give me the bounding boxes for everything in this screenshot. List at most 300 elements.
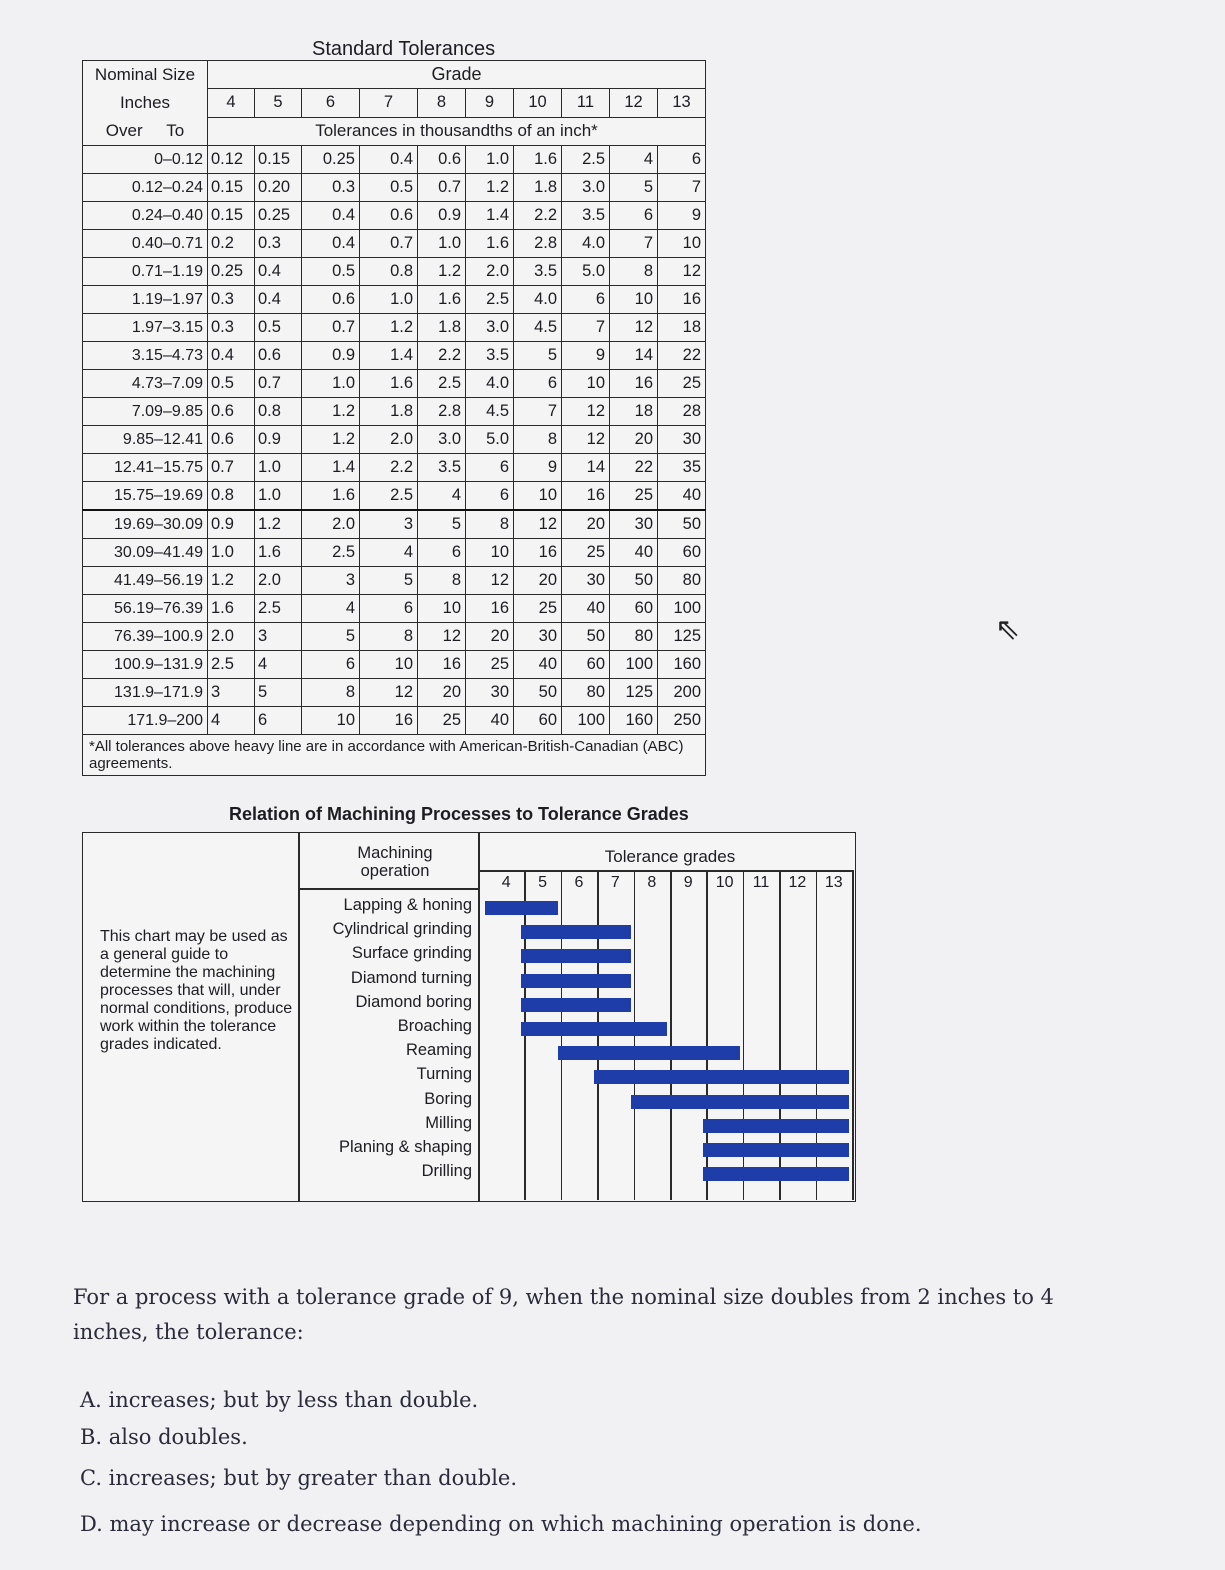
tolerance-cell: 8: [418, 567, 466, 595]
tolerance-cell: 0.9: [418, 202, 466, 230]
tolerance-cell: 5: [302, 623, 360, 651]
grade-7-column-label: 7: [610, 874, 620, 891]
table-row: [83, 398, 706, 426]
tolerance-cell: 1.2: [208, 567, 255, 595]
nominal-size-cell: 56.19–76.39: [83, 595, 208, 623]
choice-d[interactable]: D. may increase or decrease depending on which machining operation is done.: [80, 1512, 922, 1536]
tolerance-cell: 18: [658, 314, 706, 342]
tolerance-cell: 4.0: [562, 230, 610, 258]
tolerance-cell: 3: [255, 623, 302, 651]
nominal-size-cell: 19.69–30.09: [83, 510, 208, 539]
tolerance-cell: 7: [514, 398, 562, 426]
table-row: [83, 258, 706, 286]
tolerance-cell: 1.2: [302, 426, 360, 454]
tolerance-cell: 200: [658, 679, 706, 707]
tolerance-cell: 10: [658, 230, 706, 258]
tolerance-cell: 40: [610, 539, 658, 567]
tolerance-cell: 4: [610, 146, 658, 174]
grade-6-column-label: 6: [574, 874, 584, 891]
tolerance-cell: 1.0: [255, 482, 302, 511]
grade-12-header: 12: [610, 89, 658, 117]
tolerance-cell: 25: [562, 539, 610, 567]
tolerance-cell: 5: [418, 510, 466, 539]
tolerance-cell: 10: [466, 539, 514, 567]
tolerance-cell: 1.2: [255, 510, 302, 539]
tolerance-cell: 4: [418, 482, 466, 511]
tolerance-cell: 2.8: [514, 230, 562, 258]
inches-label: Inches: [119, 93, 171, 112]
table-row: [83, 510, 706, 539]
grade-9-header: 9: [466, 89, 514, 117]
tolerance-cell: 0.15: [208, 202, 255, 230]
table-row: [83, 146, 706, 174]
table-row: [83, 370, 706, 398]
tolerance-cell: 0.3: [208, 286, 255, 314]
operation-label: Lapping & honing: [343, 896, 472, 914]
machining-operation-header: Machining operation: [357, 844, 433, 880]
tolerance-cell: 0.6: [360, 202, 418, 230]
tolerance-cell: 2.5: [302, 539, 360, 567]
tolerance-cell: 60: [562, 651, 610, 679]
tolerance-cell: 50: [562, 623, 610, 651]
tolerance-cell: 0.25: [208, 258, 255, 286]
tolerance-cell: 160: [610, 707, 658, 735]
tolerance-cell: 10: [418, 595, 466, 623]
tolerance-cell: 60: [610, 595, 658, 623]
grade-10-header: 10: [514, 89, 562, 117]
tolerance-cell: 2.5: [208, 651, 255, 679]
tolerance-cell: 9: [658, 202, 706, 230]
tolerance-cell: 1.8: [360, 398, 418, 426]
operation-label: Surface grinding: [351, 944, 472, 963]
tolerance-cell: 0.4: [255, 258, 302, 286]
tolerance-cell: 25: [418, 707, 466, 735]
tolerance-cell: 5: [610, 174, 658, 202]
grade-5-column-label: 5: [538, 874, 548, 891]
table-row: [83, 202, 706, 230]
process-chart-note: This chart may be used as a general guide to determine the machining processes that will, under normal conditions, produce work within the tolerance grades indicated.: [100, 928, 293, 1053]
tolerance-cell: 1.2: [466, 174, 514, 202]
tolerance-cell: 2.0: [360, 426, 418, 454]
operation-label: Cylindrical grinding: [332, 920, 472, 939]
choice-c[interactable]: C. increases; but by greater than double.: [80, 1466, 518, 1490]
nominal-size-cell: 0.12–0.24: [83, 174, 208, 202]
grade-10-column-label: 10: [715, 874, 734, 891]
tolerance-cell: 0.7: [208, 454, 255, 482]
tolerance-cell: 0.4: [255, 286, 302, 314]
tolerance-cell: 0.6: [255, 342, 302, 370]
tolerance-cell: 3.0: [466, 314, 514, 342]
tolerance-cell: 20: [610, 426, 658, 454]
tolerance-cell: 18: [610, 398, 658, 426]
tolerance-cell: 22: [658, 342, 706, 370]
tolerance-cell: 0.2: [208, 230, 255, 258]
table-row: [83, 342, 706, 370]
nominal-size-cell: 171.9–200: [83, 707, 208, 735]
over-to-label: Over To: [105, 121, 185, 140]
table-row: [83, 539, 706, 567]
table-row: [83, 426, 706, 454]
tolerance-cell: 1.4: [302, 454, 360, 482]
tolerance-cell: 6: [302, 651, 360, 679]
tolerance-cell: 1.4: [360, 342, 418, 370]
tolerance-cell: 0.25: [255, 202, 302, 230]
tolerance-cell: 6: [418, 539, 466, 567]
tolerance-cell: 80: [658, 567, 706, 595]
grade-13-column-label: 13: [824, 874, 843, 891]
tolerance-cell: 1.6: [514, 146, 562, 174]
operation-label: Diamond boring: [355, 992, 472, 1011]
question-text: For a process with a tolerance grade of 9, when the nominal size doubles from 2 inches to 4 inches, the tolerance:: [73, 1285, 1054, 1344]
tolerance-cell: 0.6: [302, 286, 360, 314]
tolerance-cell: 10: [302, 707, 360, 735]
tolerance-cell: 4: [255, 651, 302, 679]
tolerance-cell: 10: [610, 286, 658, 314]
tolerance-cell: 16: [418, 651, 466, 679]
tolerance-cell: 16: [466, 595, 514, 623]
tolerance-cell: 2.5: [360, 482, 418, 511]
nominal-size-cell: 0.40–0.71: [83, 230, 208, 258]
tolerance-cell: 6: [562, 286, 610, 314]
operation-label: Boring: [424, 1089, 472, 1108]
tolerance-cell: 3: [208, 679, 255, 707]
tolerance-cell: 0.8: [208, 482, 255, 511]
tolerance-cell: 0.9: [255, 426, 302, 454]
table-row: [83, 623, 706, 651]
tolerance-cell: 100: [562, 707, 610, 735]
tolerance-cell: 10: [514, 482, 562, 511]
tolerance-cell: 16: [562, 482, 610, 511]
tolerance-cell: 160: [658, 651, 706, 679]
tolerance-cell: 60: [514, 707, 562, 735]
table-row: [83, 314, 706, 342]
nominal-size-cell: 3.15–4.73: [83, 342, 208, 370]
cursor-icon: ⇖: [995, 613, 1021, 646]
tolerance-cell: 25: [466, 651, 514, 679]
tolerance-cell: 4.0: [466, 370, 514, 398]
tolerance-cell: 3.5: [466, 342, 514, 370]
tolerance-cell: 3.0: [418, 426, 466, 454]
tolerance-cell: 12: [360, 679, 418, 707]
tolerance-cell: 6: [466, 482, 514, 511]
tolerance-cell: 1.0: [302, 370, 360, 398]
tolerance-cell: 22: [610, 454, 658, 482]
tolerance-cell: 6: [466, 454, 514, 482]
tolerance-cell: 2.5: [466, 286, 514, 314]
tolerance-cell: 3.5: [418, 454, 466, 482]
tolerance-cell: 0.7: [302, 314, 360, 342]
tolerance-cell: 20: [418, 679, 466, 707]
tolerance-cell: 0.15: [208, 174, 255, 202]
nominal-size-cell: 4.73–7.09: [83, 370, 208, 398]
standard-tolerances-table: [82, 60, 706, 776]
tolerance-cell: 8: [466, 510, 514, 539]
tolerance-cell: 2.5: [562, 146, 610, 174]
tolerance-cell: 100: [610, 651, 658, 679]
tolerance-cell: 12: [562, 426, 610, 454]
grade-4-column-label: 4: [501, 874, 511, 891]
tolerance-cell: 0.5: [208, 370, 255, 398]
choice-b[interactable]: B. also doubles.: [80, 1425, 248, 1449]
tolerance-cell: 5: [514, 342, 562, 370]
tolerance-cell: 40: [514, 651, 562, 679]
tolerance-cell: 4: [360, 539, 418, 567]
tolerance-cell: 2.0: [255, 567, 302, 595]
table-row: [83, 454, 706, 482]
tolerance-cell: 40: [658, 482, 706, 511]
tolerance-cell: 1.6: [360, 370, 418, 398]
tolerance-cell: 40: [466, 707, 514, 735]
tolerance-cell: 9: [562, 342, 610, 370]
nominal-size-cell: 30.09–41.49: [83, 539, 208, 567]
tolerance-cell: 30: [466, 679, 514, 707]
tolerance-cell: 8: [610, 258, 658, 286]
tolerance-rows: [83, 146, 706, 735]
table-row: [83, 482, 706, 511]
tolerance-cell: 8: [360, 623, 418, 651]
tolerance-cell: 0.4: [360, 146, 418, 174]
tolerance-cell: 12: [562, 398, 610, 426]
operation-label: Turning: [416, 1065, 472, 1084]
tolerance-cell: 1.0: [255, 454, 302, 482]
tolerance-cell: 2.5: [255, 595, 302, 623]
table-row: [83, 707, 706, 735]
tolerance-cell: 30: [514, 623, 562, 651]
tolerance-cell: 1.0: [418, 230, 466, 258]
tolerance-cell: 3.5: [514, 258, 562, 286]
tolerance-cell: 1.8: [418, 314, 466, 342]
tolerance-cell: 0.20: [255, 174, 302, 202]
tolerance-cell: 2.2: [360, 454, 418, 482]
tolerance-cell: 0.7: [255, 370, 302, 398]
tolerance-cell: 25: [610, 482, 658, 511]
tolerance-cell: 3: [360, 510, 418, 539]
nominal-size-cell: 76.39–100.9: [83, 623, 208, 651]
tolerance-cell: 20: [562, 510, 610, 539]
operation-label: Planing & shaping: [338, 1138, 472, 1156]
tolerance-cell: 6: [360, 595, 418, 623]
tolerance-cell: 6: [610, 202, 658, 230]
nominal-size-cell: 100.9–131.9: [83, 651, 208, 679]
operation-label: Diamond turning: [350, 968, 472, 987]
tolerance-cell: 4: [302, 595, 360, 623]
tolerance-grades-header: Tolerance grades: [604, 847, 736, 866]
nominal-size-cell: 1.97–3.15: [83, 314, 208, 342]
nominal-size-header: [83, 61, 208, 146]
tolerance-cell: 80: [610, 623, 658, 651]
grade-7-header: 7: [360, 89, 418, 117]
grade-11-header: 11: [562, 89, 610, 117]
operation-label: Reaming: [405, 1041, 472, 1060]
tolerance-cell: 25: [514, 595, 562, 623]
tolerance-cell: 40: [562, 595, 610, 623]
tolerance-cell: 2.2: [418, 342, 466, 370]
tolerance-cell: 1.0: [208, 539, 255, 567]
tolerance-cell: 0.3: [208, 314, 255, 342]
tolerance-cell: 125: [658, 623, 706, 651]
grade-13-header: 13: [658, 89, 706, 117]
tolerance-cell: 1.4: [466, 202, 514, 230]
tolerance-cell: 16: [360, 707, 418, 735]
tolerance-cell: 16: [514, 539, 562, 567]
operation-label: Drilling: [421, 1162, 472, 1181]
tolerance-cell: 12: [658, 258, 706, 286]
tolerance-cell: 12: [418, 623, 466, 651]
tolerance-cell: 1.2: [360, 314, 418, 342]
tolerance-cell: 6: [514, 370, 562, 398]
table-row: [83, 567, 706, 595]
nominal-size-label: Nominal Size: [94, 65, 196, 84]
tolerance-cell: 12: [514, 510, 562, 539]
tolerance-cell: 5: [360, 567, 418, 595]
tolerance-cell: 1.2: [418, 258, 466, 286]
nominal-size-cell: 7.09–9.85: [83, 398, 208, 426]
grades-header-line: [478, 870, 854, 872]
tolerance-cell: 0.12: [208, 146, 255, 174]
process-chart-title: Relation of Machining Processes to Tolerance Grades: [229, 804, 689, 824]
nominal-size-cell: 0.24–0.40: [83, 202, 208, 230]
operation-label: Broaching: [397, 1017, 472, 1035]
tolerance-cell: 30: [610, 510, 658, 539]
tolerance-cell: 10: [562, 370, 610, 398]
tolerance-cell: 14: [610, 342, 658, 370]
tolerance-cell: 12: [610, 314, 658, 342]
tolerance-cell: 0.5: [255, 314, 302, 342]
tolerance-cell: 250: [658, 707, 706, 735]
tolerance-cell: 1.6: [302, 482, 360, 511]
tolerance-cell: 5.0: [562, 258, 610, 286]
tolerance-cell: 1.8: [514, 174, 562, 202]
process-divider-right: [478, 832, 480, 1201]
tolerance-cell: 3: [302, 567, 360, 595]
units-label: Tolerances in thousandths of an inch*: [208, 117, 706, 145]
tolerance-cell: 30: [658, 426, 706, 454]
tolerance-cell: 6: [658, 146, 706, 174]
tolerance-cell: 35: [658, 454, 706, 482]
tolerance-cell: 50: [610, 567, 658, 595]
grade-9-column-label: 9: [683, 874, 693, 891]
nominal-size-cell: 9.85–12.41: [83, 426, 208, 454]
tolerance-cell: 7: [562, 314, 610, 342]
tolerance-cell: 1.2: [302, 398, 360, 426]
tolerance-cell: 3.0: [562, 174, 610, 202]
tolerance-cell: 2.0: [208, 623, 255, 651]
tolerance-cell: 20: [466, 623, 514, 651]
table-row: [83, 174, 706, 202]
tolerance-cell: 4.5: [514, 314, 562, 342]
tolerance-cell: 0.6: [418, 146, 466, 174]
table-row: [83, 595, 706, 623]
tolerance-cell: 2.0: [302, 510, 360, 539]
tolerance-cell: 0.25: [302, 146, 360, 174]
tolerance-cell: 100: [658, 595, 706, 623]
grade-8-header: 8: [418, 89, 466, 117]
table-row: [83, 651, 706, 679]
tolerance-cell: 50: [658, 510, 706, 539]
tolerance-cell: 2.5: [418, 370, 466, 398]
grade-6-header: 6: [302, 89, 360, 117]
tolerance-cell: 1.0: [360, 286, 418, 314]
grade-header: Grade: [208, 61, 706, 89]
grade-12-column-label: 12: [788, 874, 807, 891]
tolerance-cell: 9: [514, 454, 562, 482]
tolerance-cell: 0.9: [302, 342, 360, 370]
nominal-size-cell: 0.71–1.19: [83, 258, 208, 286]
tolerance-cell: 25: [658, 370, 706, 398]
table-row: [83, 679, 706, 707]
tolerance-cell: 0.4: [302, 230, 360, 258]
tolerance-cell: 0.3: [255, 230, 302, 258]
tolerance-cell: 0.8: [360, 258, 418, 286]
tolerance-cell: 2.8: [418, 398, 466, 426]
tolerance-cell: 5: [255, 679, 302, 707]
tolerance-cell: 8: [514, 426, 562, 454]
grade-4-header: 4: [208, 89, 255, 117]
tolerance-cell: 7: [610, 230, 658, 258]
tolerance-cell: 0.6: [208, 398, 255, 426]
tolerance-cell: 30: [562, 567, 610, 595]
tolerance-cell: 0.7: [360, 230, 418, 258]
tolerance-cell: 14: [562, 454, 610, 482]
tolerance-cell: 1.6: [466, 230, 514, 258]
tolerance-cell: 4.0: [514, 286, 562, 314]
nominal-size-cell: 131.9–171.9: [83, 679, 208, 707]
tolerance-cell: 16: [658, 286, 706, 314]
tolerance-cell: 0.8: [255, 398, 302, 426]
tolerance-cell: 80: [562, 679, 610, 707]
tolerance-cell: 1.6: [418, 286, 466, 314]
tolerance-cell: 2.0: [466, 258, 514, 286]
tolerance-cell: 125: [610, 679, 658, 707]
tolerance-cell: 0.6: [208, 426, 255, 454]
tolerance-cell: 0.15: [255, 146, 302, 174]
tolerance-cell: 4.5: [466, 398, 514, 426]
nominal-size-cell: 12.41–15.75: [83, 454, 208, 482]
tolerance-footnote: *All tolerances above heavy line are in accordance with American-British-Canadian (ABC) agreements.: [83, 735, 706, 776]
tolerance-cell: 1.6: [208, 595, 255, 623]
tolerance-cell: 0.4: [302, 202, 360, 230]
tolerance-cell: 0.5: [302, 258, 360, 286]
tolerance-cell: 16: [610, 370, 658, 398]
grade-8-column-label: 8: [647, 874, 657, 891]
nominal-size-cell: 41.49–56.19: [83, 567, 208, 595]
grade-11-column-label: 11: [752, 874, 770, 891]
tolerance-cell: 7: [658, 174, 706, 202]
tolerance-cell: 3.5: [562, 202, 610, 230]
tolerance-cell: 0.5: [360, 174, 418, 202]
nominal-size-cell: 1.19–1.97: [83, 286, 208, 314]
tolerance-cell: 60: [658, 539, 706, 567]
tolerance-cell: 2.2: [514, 202, 562, 230]
operation-label: Milling: [425, 1113, 472, 1132]
tolerance-cell: 4: [208, 707, 255, 735]
tolerance-cell: 0.4: [208, 342, 255, 370]
tolerance-cell: 1.0: [466, 146, 514, 174]
tolerance-cell: 10: [360, 651, 418, 679]
tolerance-cell: 8: [302, 679, 360, 707]
tolerance-cell: 0.7: [418, 174, 466, 202]
tolerance-cell: 1.6: [255, 539, 302, 567]
tolerance-table-title: Standard Tolerances: [312, 38, 496, 60]
tolerance-cell: 20: [514, 567, 562, 595]
tolerance-cell: 28: [658, 398, 706, 426]
tolerance-cell: 6: [255, 707, 302, 735]
grade-5-header: 5: [255, 89, 302, 117]
choice-a[interactable]: A. increases; but by less than double.: [80, 1388, 479, 1412]
tolerance-cell: 0.3: [302, 174, 360, 202]
tolerance-cell: 0.9: [208, 510, 255, 539]
operation-header-line: [298, 888, 478, 890]
